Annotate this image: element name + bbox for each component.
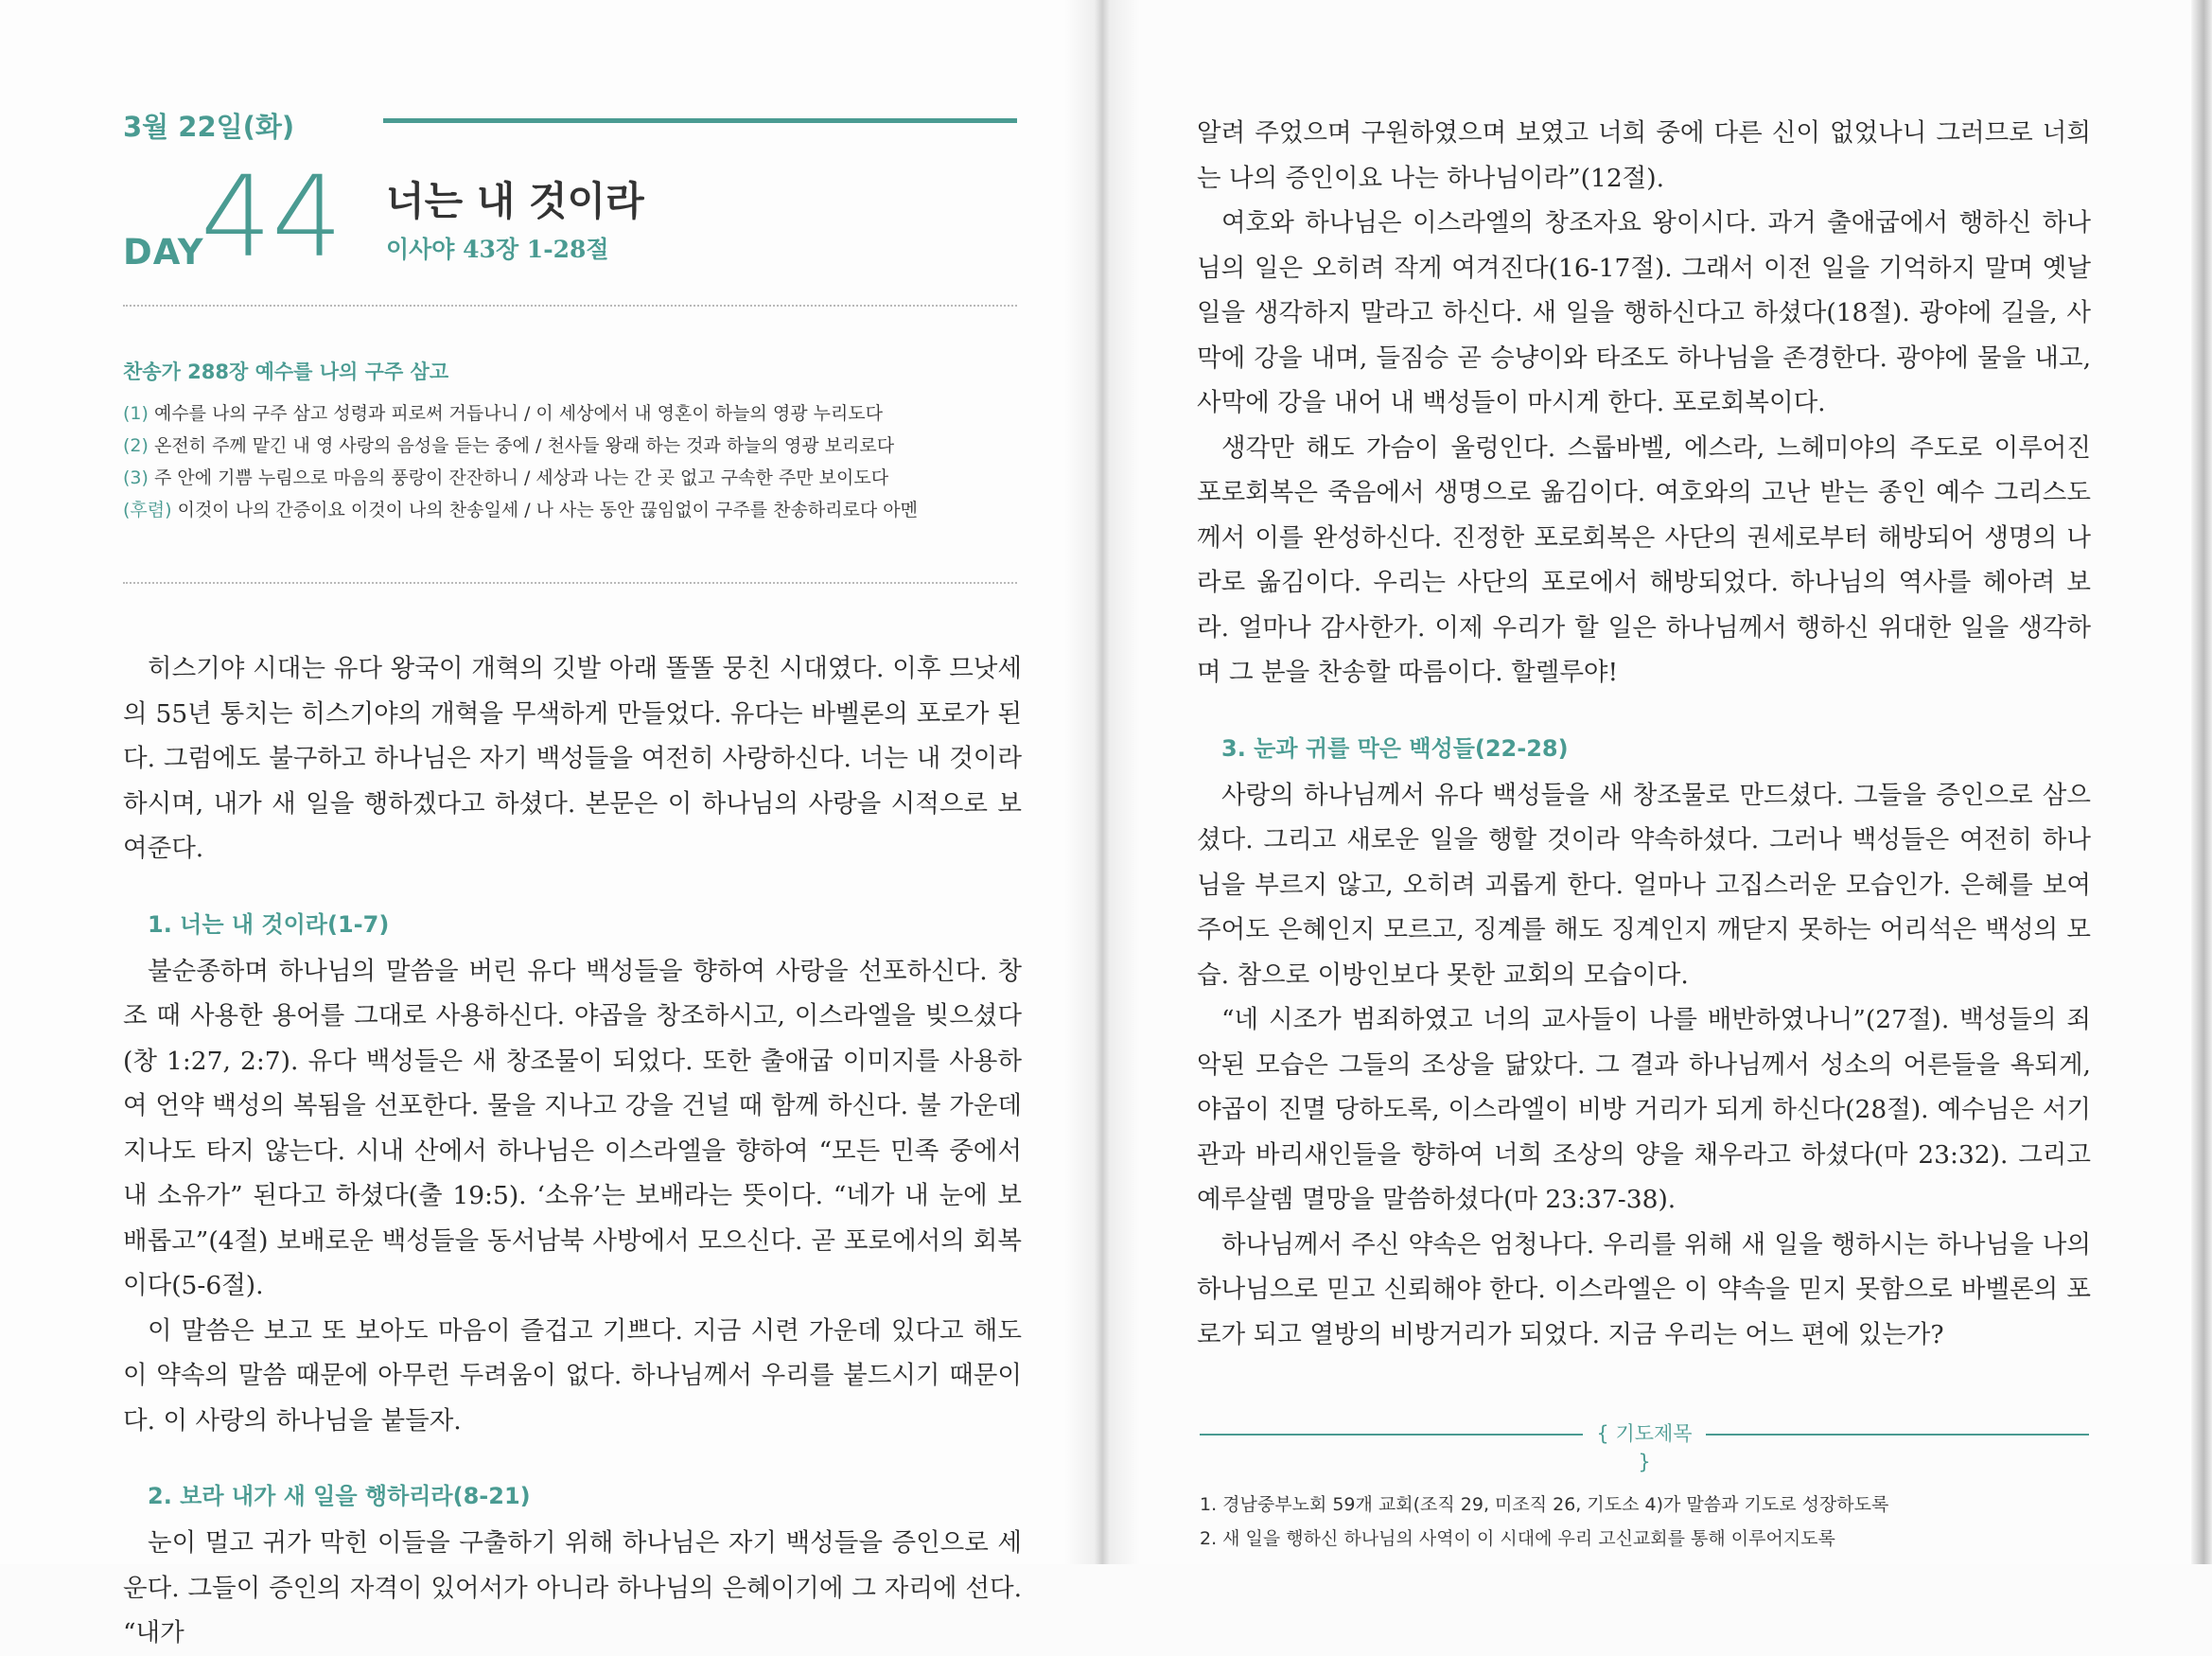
prayer-item: 1. 경남중부노회 59개 교회(조직 29, 미조직 26, 기도소 4)가 말씀과 기도로 성장하도록 [1200, 1494, 1889, 1515]
day-label: DAY [123, 232, 204, 273]
continued-paragraph: 알려 주었으며 구원하였으며 보였고 너희 중에 다른 신이 없었나니 그러므로 너희는 나의 증인이요 나는 하나님이라”(12절). [1197, 118, 2091, 193]
left-body [123, 646, 1022, 1656]
intro-paragraph: 히스기야 시대는 유다 왕국이 개혁의 깃발 아래 똘똘 뭉친 시대였다. 이후 므낫세의 55년 통치는 히스기야의 개혁을 무색하게 만들었다. 유다는 바벨론의 포로가 된다. 그럼에도 불구하고 하나님은 자기 백성들을 여전히 사랑하신다. 너는 내 것이라 하시며, 내가 새 일을 행하겠다고 하셨다. 본문은 이 하나님의 사랑을 시적으로 보여준다. [123, 654, 1022, 863]
section-heading-2: 2. 보라 내가 새 일을 행하리라(8-21) [148, 1483, 531, 1509]
prayer-header [1200, 1419, 2089, 1473]
section3-paragraph-3: 하나님께서 주신 약속은 엄청나다. 우리를 위해 새 일을 행하시는 하나님을 나의 하나님으로 믿고 신뢰해야 한다. 이스라엘은 이 약속을 믿지 못함으로 바벨론의 포로가 되고 열방의 비방거리가 되었다. 지금 우리는 어느 편에 있는가? [1197, 1229, 2091, 1349]
book-gutter [1064, 0, 1140, 1564]
page-edge [2191, 0, 2212, 1564]
section1-paragraph-2: 이 말씀은 보고 또 보아도 마음이 즐겁고 기쁘다. 지금 시련 가운데 있다고 해도 이 약속의 말씀 때문에 아무런 두려움이 없다. 하나님께서 우리를 붙드시기 때문이다. 이 사랑의 하나님을 붙들자. [123, 1315, 1022, 1436]
right-body [1197, 111, 2091, 1357]
verse-number: (후렴) [123, 500, 172, 520]
section3-paragraph-2: “네 시조가 범죄하였고 너의 교사들이 나를 배반하였나니”(27절). 백성들의 죄악된 모습은 그들의 조상을 닮았다. 그 결과 하나님께서 성소의 어른들을 욕되게, 야곱이 진멸 당하도록, 이스라엘이 비방 거리가 되게 하신다(28절). 예수님은 서기관과 바리새인들을 향하여 너희 조상의 양을 채우라고 하셨다(마 23:32). 그리고 예루살렘 멸망을 말씀하셨다(마 23:37-38). [1197, 1005, 2091, 1214]
verse-number: (3) [123, 467, 149, 488]
verse-text: 주 안에 기쁨 누림으로 마음의 풍랑이 잔잔하니 / 세상과 나는 간 곳 없고 구속한 주만 보이도다 [148, 467, 889, 488]
page-title: 너는 내 것이라 [386, 178, 644, 224]
prayer-item: 2. 새 일을 행하신 하나님의 사역이 이 시대에 우리 고신교회를 통해 이루어지도록 [1200, 1528, 1835, 1549]
right-paragraph-2: 여호와 하나님은 이스라엘의 창조자요 왕이시다. 과거 출애굽에서 행하신 하나님의 일은 오히려 작게 여겨진다(16-17절). 그래서 이전 일을 기억하지 말며 옛날 일을 생각하지 말라고 하신다. 새 일을 행하신다고 하셨다(18절). 광야에 길을, 사막에 강을 내며, 들짐승 곧 승냥이와 타조도 하나님을 존경한다. 광야에 물을 내고, 사막에 강을 내어 내 백성들이 마시게 한다. 포로회복이다. [1197, 208, 2091, 417]
prayer-list [1200, 1488, 2089, 1556]
section2-paragraph-1: 눈이 멀고 귀가 막힌 이들을 구출하기 위해 하나님은 자기 백성들을 증인으로 세운다. 그들이 증인의 자격이 있어서가 아니라 하나님의 은혜이기에 그 자리에 선다. “내가 [123, 1528, 1022, 1647]
hymn-verse [123, 430, 1031, 462]
day-number: 44 [201, 151, 343, 282]
hymn-title: 찬송가 288장 예수를 나의 구주 삼고 [123, 361, 449, 383]
section-heading-1: 1. 너는 내 것이라(1-7) [148, 910, 390, 938]
hymn-verse [123, 397, 1031, 430]
hymn-verse [123, 494, 1031, 526]
section1-paragraph-1: 불순종하며 하나님의 말씀을 버린 유다 백성들을 향하여 사랑을 선포하신다. 창조 때 사용한 용어를 그대로 사용하신다. 야곱을 창조하시고, 이스라엘을 빚으셨다(창 1:27, 2:7). 유다 백성들은 새 창조물이 되었다. 또한 출애굽 이미지를 사용하여 언약 백성의 복됨을 선포한다. 물을 지나고 강을 건널 때 함께 하신다. 불 가운데 지나도 타지 않는다. 시내 산에서 하나님은 이스라엘을 향하여 “모든 민족 중에서 내 소유가” 된다고 하셨다(출 19:5). ‘소유’는 보배라는 뜻이다. “네가 내 눈에 보배롭고”(4절) 보배로운 백성들을 동서남북 사방에서 모으신다. 곧 포로에서의 회복이다(5-6절). [123, 956, 1022, 1300]
divider-top [123, 305, 1017, 307]
verse-number: (2) [123, 435, 149, 456]
scripture-reference: 이사야 43장 1-28절 [386, 236, 609, 263]
prayer-label: { 기도제목 } [1596, 1422, 1693, 1473]
verse-text: 온전히 주께 맡긴 내 영 사랑의 음성을 듣는 중에 / 천사들 왕래 하는 것과 하늘의 영광 보리로다 [148, 435, 895, 456]
hymn-verse [123, 462, 1031, 494]
prayer-rule-left [1200, 1434, 1583, 1436]
section-heading-3: 3. 눈과 귀를 막은 백성들(22-28) [1221, 734, 1569, 762]
date-label: 3월 22일(화) [123, 111, 295, 143]
section3-paragraph-1: 사랑의 하나님께서 유다 백성들을 새 창조물로 만드셨다. 그들을 증인으로 삼으셨다. 그리고 새로운 일을 행할 것이라 약속하셨다. 그러나 백성들은 여전히 하나님을 부르지 않고, 오히려 괴롭게 한다. 얼마나 고집스러운 모습인가. 은혜를 보여주어도 은혜인지 모르고, 징계를 해도 징계인지 깨닫지 못하는 어리석은 백성의 모습. 참으로 이방인보다 못한 교회의 모습이다. [1197, 780, 2091, 990]
verse-text: 이것이 나의 간증이요 이것이 나의 찬송일세 / 나 사는 동안 끊임없이 구주를 찬송하리로다 아멘 [171, 500, 918, 520]
divider-bottom [123, 582, 1017, 584]
verse-text: 예수를 나의 구주 삼고 성령과 피로써 거듭나니 / 이 세상에서 내 영혼이 하늘의 영광 누리도다 [148, 403, 884, 424]
header-rule [383, 118, 1017, 123]
right-paragraph-3: 생각만 해도 가슴이 울렁인다. 스룹바벨, 에스라, 느헤미야의 주도로 이루어진 포로회복은 죽음에서 생명으로 옮김이다. 여호와의 고난 받는 종인 예수 그리스도께서 이를 완성하신다. 진정한 포로회복은 사단의 권세로부터 해방되어 생명의 나라로 옮김이다. 우리는 사단의 포로에서 해방되었다. 하나님의 역사를 헤아려 보라. 얼마나 감사한가. 이제 우리가 할 일은 하나님께서 행하신 위대한 일을 생각하며 그 분을 찬송할 따름이다. 할렐루야! [1197, 432, 2091, 687]
prayer-rule-right [1706, 1434, 2089, 1436]
verse-number: (1) [123, 403, 149, 424]
hymn-verses [123, 397, 1031, 526]
